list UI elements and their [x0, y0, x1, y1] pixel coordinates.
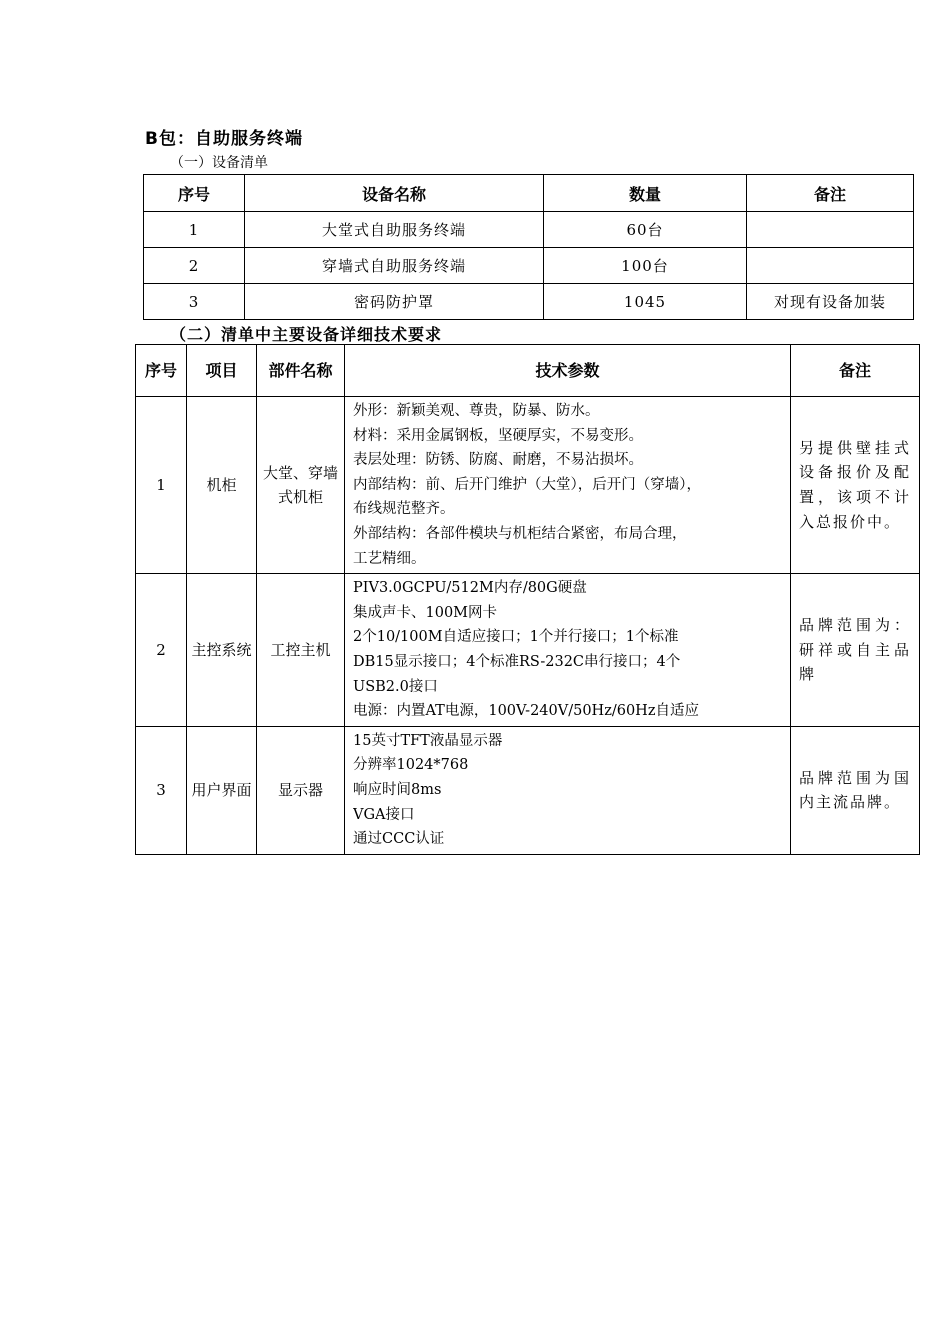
cell-quantity: 60台	[544, 212, 747, 248]
cell-remark: 对现有设备加装	[747, 284, 914, 320]
header-remark: 备注	[747, 175, 914, 212]
cell-no: 1	[144, 212, 245, 248]
spec-line: 15英寸TFT液晶显示器	[353, 732, 503, 749]
cell-remark	[747, 212, 914, 248]
spec-line: 表层处理：防锈、防腐、耐磨，不易沾损坏。	[353, 452, 643, 469]
header-item: 项目	[187, 345, 257, 397]
cell-remark: 另提供壁挂式设备报价及配置，该项不计入总报价中。	[791, 397, 920, 574]
cell-no: 2	[144, 248, 245, 284]
table-row	[136, 726, 920, 854]
technical-requirements-table	[135, 344, 920, 855]
table-header-row	[144, 175, 914, 212]
spec-line: DB15显示接口；4个标准RS-232C串行接口；4个	[353, 653, 681, 670]
spec-line: 外部结构：各部件模块与机柜结合紧密，布局合理，	[353, 525, 687, 542]
cell-item: 机柜	[187, 397, 257, 574]
table-row	[144, 248, 914, 284]
spec-line: 外形：新颖美观、尊贵，防暴、防水。	[353, 403, 600, 419]
spec-line: VGA接口	[353, 806, 415, 823]
cell-no: 3	[136, 726, 187, 854]
equipment-list-table	[143, 174, 914, 320]
cell-remark: 品牌范围为：研祥或自主品牌	[791, 574, 920, 727]
header-remark: 备注	[791, 345, 920, 397]
cell-quantity: 100台	[544, 248, 747, 284]
cell-part: 工控主机	[257, 574, 345, 727]
spec-line: 内部结构：前、后开门维护（大堂），后开门（穿墙），	[353, 476, 701, 493]
table-row	[136, 574, 920, 727]
table-row	[144, 284, 914, 320]
list-title: （一）设备清单	[170, 155, 268, 171]
header-tech-params: 技术参数	[345, 345, 791, 397]
cell-device-name: 穿墙式自助服务终端	[245, 248, 544, 284]
table-row	[144, 212, 914, 248]
cell-no: 2	[136, 574, 187, 727]
cell-part: 大堂、穿墙式机柜	[257, 397, 345, 574]
cell-item: 用户界面	[187, 726, 257, 854]
spec-line: 材料：采用金属钢板，坚硬厚实，不易变形。	[353, 427, 643, 444]
header-quantity: 数量	[544, 175, 747, 212]
spec-line: PIV3.0GCPU/512M内存/80G硬盘	[353, 580, 587, 597]
cell-remark	[747, 248, 914, 284]
cell-no: 3	[144, 284, 245, 320]
spec-line: 集成声卡、100M网卡	[353, 604, 498, 621]
spec-line: 工艺精细。	[353, 550, 426, 567]
cell-specs	[345, 726, 791, 854]
section-title: B包：自助服务终端	[145, 129, 303, 149]
spec-line: USB2.0接口	[353, 678, 438, 695]
spec-line: 电源：内置AT电源，100V-240V/50Hz/60Hz自适应	[353, 703, 699, 720]
cell-remark: 品牌范围为国内主流品牌。	[791, 726, 920, 854]
table-header-row	[136, 345, 920, 397]
header-part-name: 部件名称	[257, 345, 345, 397]
header-device-name: 设备名称	[245, 175, 544, 212]
cell-part: 显示器	[257, 726, 345, 854]
cell-device-name: 密码防护罩	[245, 284, 544, 320]
spec-line: 响应时间8ms	[353, 781, 442, 798]
header-no: 序号	[144, 175, 245, 212]
spec-line: 布线规范整齐。	[353, 501, 455, 518]
table-row	[136, 397, 920, 574]
spec-line: 分辨率1024*768	[353, 757, 469, 774]
spec-line: 通过CCC认证	[353, 831, 445, 848]
cell-item: 主控系统	[187, 574, 257, 727]
cell-specs	[345, 397, 791, 574]
detail-title: （二）清单中主要设备详细技术要求	[170, 325, 443, 344]
cell-no: 1	[136, 397, 187, 574]
cell-device-name: 大堂式自助服务终端	[245, 212, 544, 248]
header-no: 序号	[136, 345, 187, 397]
cell-quantity: 1045	[544, 284, 747, 320]
cell-specs	[345, 574, 791, 727]
spec-line: 2个10/100M自适应接口；1个并行接口；1个标准	[353, 629, 679, 646]
